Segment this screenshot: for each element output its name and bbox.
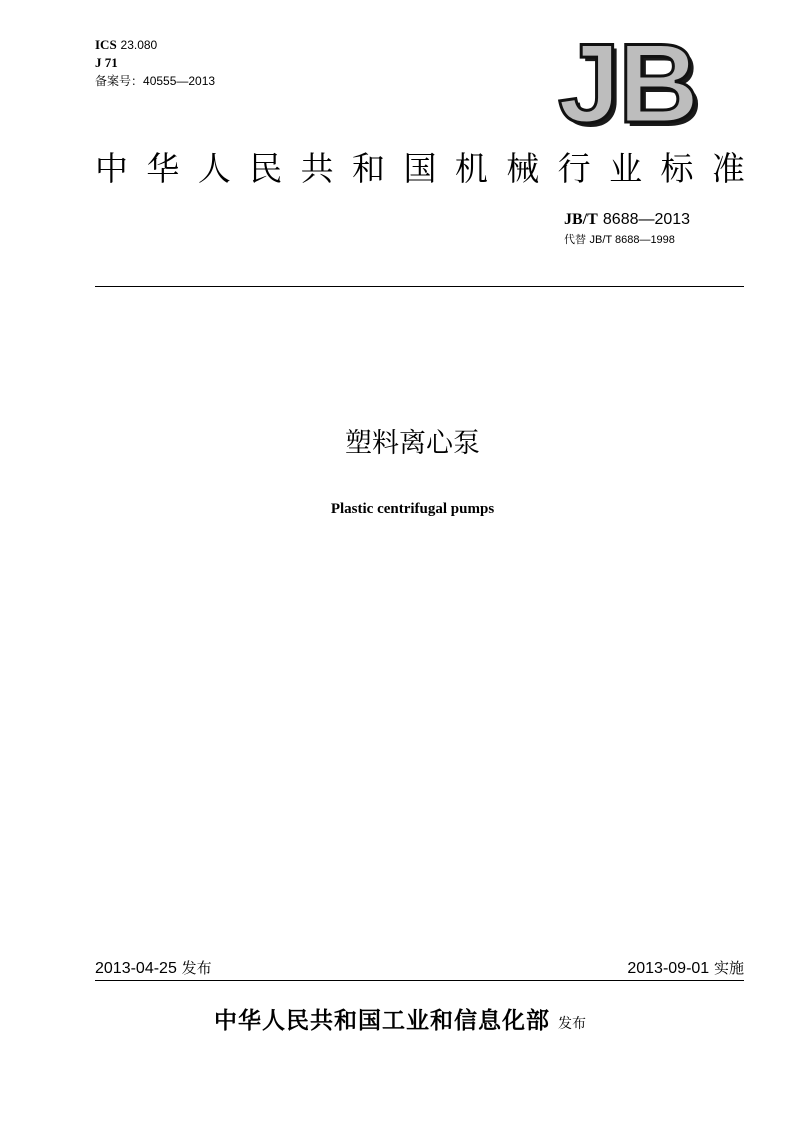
title-char: 国 [403,149,437,188]
title-char: 行 [557,149,591,188]
replaces-line [564,232,675,248]
document-title-english: Plastic centrifugal pumps [330,501,495,517]
publish-date: 2013-04-25 [95,960,177,977]
replaces-label: 代替 [564,233,586,246]
filing-line [95,72,215,90]
title-char: 和 [352,149,386,188]
title-char: 准 [711,149,745,188]
jb-logo: JB [558,21,698,146]
title-char: 标 [660,149,694,188]
standard-number [564,208,690,231]
classification-code: J 71 [95,55,118,70]
issuer-action: 发布 [558,1016,586,1032]
replaces-code: JB/T 8688—1998 [589,234,675,246]
publish-date-line [95,958,212,979]
document-metadata [95,36,215,90]
header-divider [95,286,744,287]
title-char: 人 [197,149,231,188]
ics-number: 23.080 [120,38,158,52]
title-char: 业 [609,149,643,188]
title-char: 械 [506,149,540,188]
title-char: 中 [95,149,128,188]
implement-date: 2013-09-01 [627,960,710,977]
title-char: 民 [249,149,283,188]
ics-line [95,36,215,54]
footer-divider [95,980,744,981]
ics-label: ICS [95,37,117,52]
title-char: 共 [300,149,334,188]
industry-standard-title [95,144,745,194]
standard-code-number: 8688—2013 [602,211,691,228]
implement-date-line [627,958,744,979]
title-char: 机 [454,149,488,188]
standard-code-prefix: JB/T [564,211,598,228]
filing-number: 40555—2013 [143,74,216,88]
filing-label: 备案号： [95,74,144,88]
document-title-chinese: 塑料离心泵 [345,428,480,459]
issuing-authority [0,1005,800,1040]
title-char: 华 [146,149,180,188]
implement-label: 实施 [713,959,744,977]
publish-label: 发布 [181,959,212,977]
issuer-name: 中华人民共和国工业和信息化部 [214,1008,550,1034]
